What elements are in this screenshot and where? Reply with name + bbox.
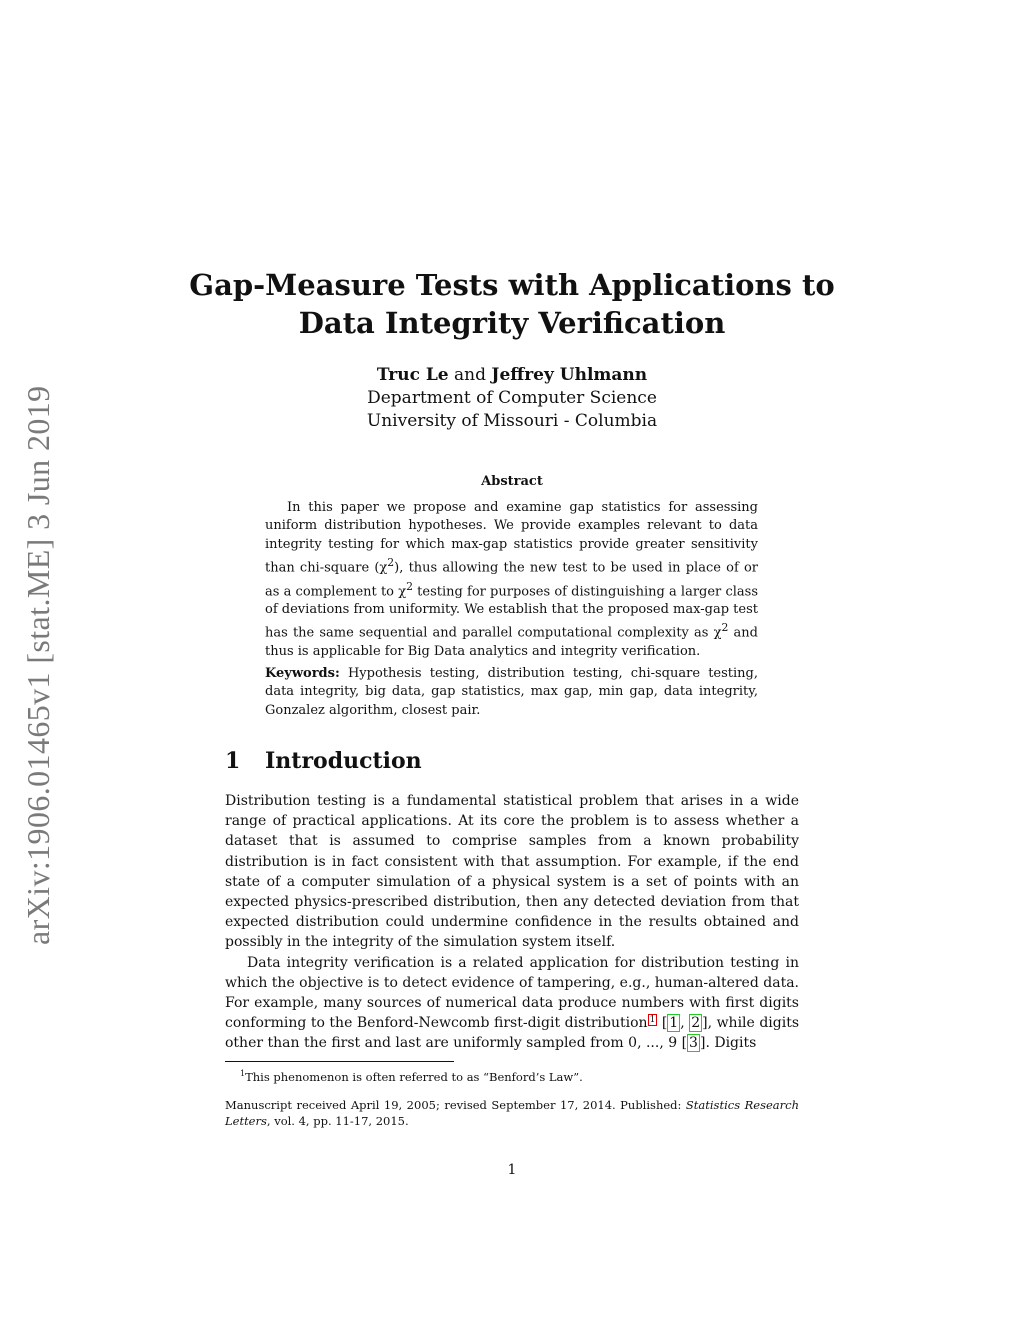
- keywords-label: Keywords:: [265, 666, 340, 681]
- intro-para2-c: . Digits: [705, 1035, 757, 1052]
- intro-paragraph-1: Distribution testing is a fundamental statistical problem that arises in a wide range of practical applications. At its core the problem is to assess whether a dataset that is assumed to comprise samples from a known probability distribution is in fact consistent with that assumption. For example, if the end state of a computer simulation of a physical system is a set of points with an expected physics-prescribed distribution, then any detected deviation from that expected distribution could undermine confidence in the results obtained and possibly in the integrity of the simulation system itself.: [225, 793, 799, 951]
- department: Department of Computer Science: [367, 388, 657, 408]
- manuscript-text-2: , vol. 4, pp. 11-17, 2015.: [266, 1113, 409, 1128]
- footnote-link[interactable]: 1: [649, 1014, 656, 1025]
- intro-paragraph-2: Data integrity verification is a related application for distribution testing in which the objective is to detect evidence of tampering, e.g., human-altered data. For example, many sources of numerical data produce numbers with first digits conforming to the Benford-Newcomb first-digit distribution $^1$ [ 1 , 2 ], while digits other than the first and last are uniformly sampled from 0, ..., 9 [ 3 ]. Digits: [225, 954, 800, 1052]
- abstract-part-3: testing for purposes of distinguishing a larger class of deviations from uniformity. We establish that the proposed max-gap test has the same sequential and parallel computational complexity as χ: [265, 583, 758, 641]
- section-title: Introduction: [265, 748, 422, 774]
- citation-link-2[interactable]: 2: [691, 1015, 701, 1032]
- author-block: [200, 364, 824, 433]
- keywords: [265, 665, 758, 720]
- abstract-sup-2: 2: [406, 579, 413, 593]
- author-connector: and: [454, 365, 486, 385]
- footnote-mark: 1: [240, 1069, 246, 1078]
- introduction-text: [225, 791, 799, 1054]
- manuscript-text-1: Manuscript received April 19, 2005; revised September 17, 2014. Published:: [225, 1098, 686, 1112]
- arxiv-stamp: arXiv:1906.01465v1 [stat.ME] 3 Jun 2019: [20, 385, 56, 945]
- author-1: Truc Le: [376, 365, 449, 385]
- title-line-1: Gap-Measure Tests with Applications to: [189, 268, 835, 302]
- abstract-heading: Abstract: [481, 474, 543, 489]
- intro-para2-b: , while digits other than the first and last are uniformly sampled from 0, ..., 9: [225, 1015, 800, 1052]
- intro-para2-a: Data integrity verification is a related application for distribution testing in which the objective is to detect evidence of tampering, e.g., human-altered data. For example, many sources of numerical data produce numbers with first digits conforming to the Benford-Newcomb first-digit distribution: [225, 954, 799, 1032]
- author-line: [200, 364, 824, 387]
- abstract-part-2: ), thus allowing the new test to be used in place of or as a complement to χ: [265, 560, 758, 599]
- abstract-body: [265, 499, 758, 661]
- abstract-sup-3: 2: [721, 621, 729, 635]
- footnote-divider: [225, 1061, 454, 1062]
- paper-title: [150, 266, 874, 342]
- keywords-text: Hypothesis testing, distribution testing, chi-square testing, data integrity, big data, gap statistics, max gap, min gap, data integrity, Gonzalez algorithm, closest pair.: [265, 666, 758, 718]
- section-number: 1: [225, 748, 241, 774]
- title-line-2: Data Integrity Verification: [298, 306, 726, 340]
- manuscript-note: [225, 1098, 799, 1129]
- citation-link-1[interactable]: 1: [669, 1015, 679, 1032]
- abstract-part-1: In this paper we propose and examine gap statistics for assessing uniform distribution hypotheses. We provide examples relevant to data integrity testing for which max-gap statistics provide greater sensitivity than chi-square (χ: [265, 500, 758, 576]
- abstract-part-4: and thus is applicable for Big Data analytics and integrity verification.: [265, 625, 759, 660]
- section-heading: [225, 748, 422, 774]
- journal-name: Statistics Research Letters: [225, 1098, 799, 1128]
- footnote: [225, 1066, 799, 1085]
- page-number: 1: [507, 1162, 517, 1178]
- footnote-text: This phenomenon is often referred to as “Benford’s Law”.: [245, 1069, 583, 1084]
- author-2: Jeffrey Uhlmann: [491, 365, 648, 385]
- citation-link-3[interactable]: 3: [689, 1035, 698, 1052]
- university: University of Missouri - Columbia: [366, 411, 658, 431]
- abstract-sup-1: 2: [387, 555, 395, 569]
